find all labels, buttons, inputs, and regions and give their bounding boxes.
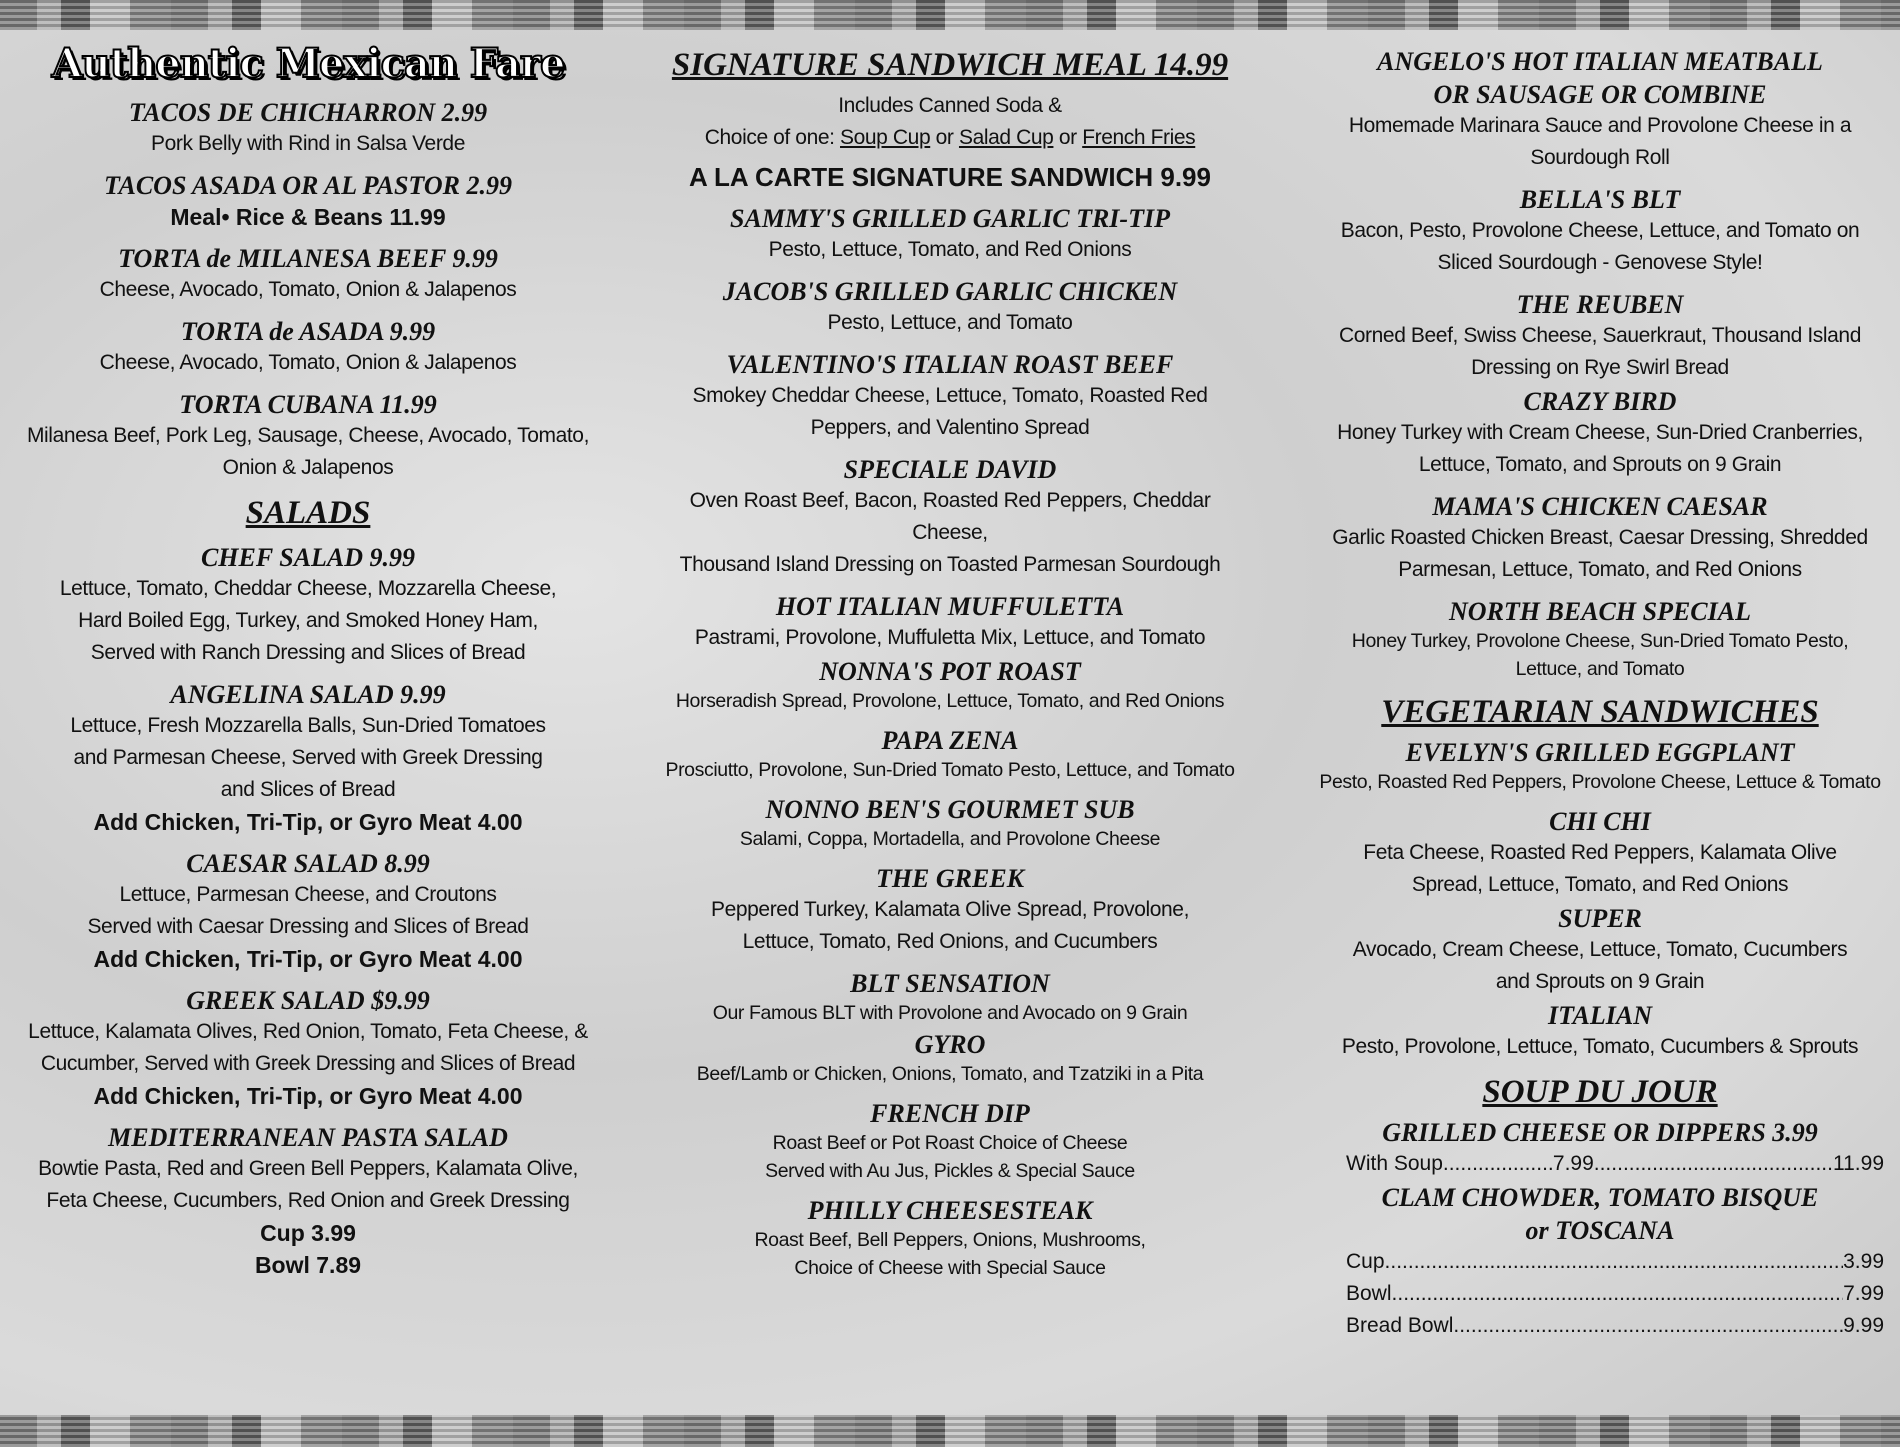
menu-item-description: Pesto, Provolone, Lettuce, Tomato, Cucumbers & Sprouts [1341,1035,1859,1058]
menu-item-description: Dressing on Rye Swirl Bread [1471,356,1729,379]
price-label: Cup [1346,1250,1385,1273]
menu-item-name: TACOS DE CHICHARRON 2.99 [128,98,488,127]
menu-item-price-note: Add Chicken, Tri-Tip, or Gyro Meat 4.00 [93,809,523,835]
menu-item-name: ANGELO'S HOT ITALIAN MEATBALL [1377,47,1823,76]
section-title: Authentic Mexican Fare [51,40,565,87]
menu-item-name: CAESAR SALAD 8.99 [186,849,430,878]
price-label: With Soup [1346,1152,1443,1175]
menu-item-price-note: Cup 3.99 [260,1220,356,1246]
menu-item-name: SUPER [1558,904,1642,933]
menu-item-name: GREEK SALAD $9.99 [186,986,430,1015]
menu-item-name: MEDITERRANEAN PASTA SALAD [108,1123,508,1152]
price-label: Bowl [1346,1282,1392,1305]
column-sandwiches-vegetarian-soup [1306,36,1894,1342]
section-heading: VEGETARIAN SANDWICHES [1381,694,1819,730]
menu-item-description: Salami, Coppa, Mortadella, and Provolone Cheese [739,828,1161,850]
column-mexican-and-salads [8,36,608,1281]
menu-item-name: NONNO BEN'S GOURMET SUB [765,795,1135,824]
menu-item-description: Feta Cheese, Cucumbers, Red Onion and Greek Dressing [46,1189,570,1212]
menu-item-description: Lettuce, Parmesan Cheese, and Croutons [119,883,497,906]
meal-choice-option: Salad Cup [958,126,1054,149]
dot-leader [1385,1246,1844,1278]
menu-item-name: BLT SENSATION [850,969,1050,998]
menu-item-description: Honey Turkey with Cream Cheese, Sun-Dried Cranberries, [1337,421,1863,444]
menu-item-description: Avocado, Cream Cheese, Lettuce, Tomato, Cucumbers [1352,938,1848,961]
menu-item-name: MAMA'S CHICKEN CAESAR [1432,492,1768,521]
menu-item-description: Sliced Sourdough - Genovese Style! [1437,251,1763,274]
menu-item-description: Cucumber, Served with Greek Dressing and Slices of Bread [40,1052,576,1075]
menu-item-description: Pork Belly with Rind in Salsa Verde [151,132,465,155]
dot-leader [1443,1148,1553,1180]
menu-item-name: GRILLED CHEESE OR DIPPERS 3.99 [1382,1118,1818,1147]
price-value: 3.99 [1843,1250,1884,1273]
menu-item-name: ANGELINA SALAD 9.99 [170,680,446,709]
menu-item-description: Prosciutto, Provolone, Sun-Dried Tomato Pesto, Lettuce, and Tomato [665,759,1235,781]
menu-item-name: JACOB'S GRILLED GARLIC CHICKEN [722,277,1178,306]
menu-item-description: Bacon, Pesto, Provolone Cheese, Lettuce, and Tomato on [1340,219,1860,242]
menu-item-description: Lettuce, and Tomato [1515,658,1685,680]
menu-item-name: GYRO [914,1030,986,1059]
menu-item-name: CHI CHI [1549,807,1651,836]
menu-item-description: Pesto, Lettuce, Tomato, and Red Onions [768,238,1132,261]
menu-item-name: TACOS ASADA OR AL PASTOR 2.99 [104,171,512,200]
price-value: 11.99 [1833,1152,1884,1175]
menu-item-name: TORTA CUBANA 11.99 [179,390,437,419]
menu-item-name: TORTA de ASADA 9.99 [180,317,436,346]
menu-item-name: CHEF SALAD 9.99 [200,543,416,572]
menu-item-description: Bowtie Pasta, Red and Green Bell Peppers, Kalamata Olive, [38,1157,578,1180]
price-line [1306,1278,1894,1310]
menu-item-name: EVELYN'S GRILLED EGGPLANT [1405,738,1795,767]
menu-item-description: Pesto, Roasted Red Peppers, Provolone Cheese, Lettuce & Tomato [1319,771,1881,793]
menu-item-name: THE GREEK [875,864,1025,893]
menu-item-name: OR SAUSAGE OR COMBINE [1433,80,1767,109]
menu-item-description: Served with Au Jus, Pickles & Special Sauce [765,1160,1135,1182]
menu-item-description: and Slices of Bread [220,778,396,801]
menu-item-description: Lettuce, Kalamata Olives, Red Onion, Tomato, Feta Cheese, & [28,1020,588,1043]
meal-choice-option: French Fries [1082,126,1196,149]
price-label: Bread Bowl [1346,1314,1454,1337]
menu-item-name: TORTA de MILANESA BEEF 9.99 [118,244,498,273]
dot-leader [1453,1310,1843,1342]
section-heading: SIGNATURE SANDWICH MEAL 14.99 [671,47,1229,83]
section-heading: SALADS [245,495,371,531]
menu-item-name: CRAZY BIRD [1523,387,1677,416]
menu-item-name: PHILLY CHEESESTEAK [807,1196,1093,1225]
menu-item-name: SAMMY'S GRILLED GARLIC TRI-TIP [730,204,1170,233]
menu-item-description: Pesto, Lettuce, and Tomato [827,311,1073,334]
menu-item-description: Cheese, Avocado, Tomato, Onion & Jalapenos [99,278,517,301]
menu-item-description: Milanesa Beef, Pork Leg, Sausage, Cheese, Avocado, Tomato, [26,424,590,447]
dot-leader [1392,1278,1844,1310]
menu-item-description: Horseradish Spread, Provolone, Lettuce, Tomato, and Red Onions [675,690,1225,712]
menu-item-name: or TOSCANA [1525,1216,1675,1245]
price-line [1306,1246,1894,1278]
menu-item-description: Smokey Cheddar Cheese, Lettuce, Tomato, Roasted Red [692,384,1208,407]
menu-item-description: Pastrami, Provolone, Muffuletta Mix, Lettuce, and Tomato [694,626,1206,649]
meal-choice-text: Choice of one: [704,126,841,149]
menu-item-description: Cheese, Avocado, Tomato, Onion & Jalapenos [99,351,517,374]
menu-item-name: PAPA ZENA [881,726,1019,755]
menu-item-description: Lettuce, Fresh Mozzarella Balls, Sun-Dried Tomatoes [70,714,546,737]
meal-choice-text: or [930,126,959,149]
menu-item-description: Lettuce, Tomato, and Sprouts on 9 Grain [1418,453,1782,476]
menu-item-description: Roast Beef, Bell Peppers, Onions, Mushrooms, [754,1229,1146,1251]
menu-subheading: A LA CARTE SIGNATURE SANDWICH 9.99 [689,162,1211,192]
price-line [1306,1310,1894,1342]
meal-choice-line [650,122,1250,154]
menu-item-description: Spread, Lettuce, Tomato, and Red Onions [1411,873,1789,896]
menu-item-description: Roast Beef or Pot Roast Choice of Cheese [772,1132,1128,1154]
price-value: 7.99 [1843,1282,1884,1305]
column-signature-sandwiches [650,36,1250,1282]
menu-item-name: SPECIALE DAVID [843,455,1057,484]
menu-item-description: Our Famous BLT with Provolone and Avocado on 9 Grain [712,1002,1188,1024]
menu-item-description: Honey Turkey, Provolone Cheese, Sun-Dried Tomato Pesto, [1351,630,1849,652]
menu-item-description: Peppers, and Valentino Spread [810,416,1090,439]
menu-item-name: NONNA'S POT ROAST [819,657,1081,686]
menu-item-description: Includes Canned Soda & [838,94,1062,117]
price-line [1306,1148,1894,1180]
menu-item-price-note: Add Chicken, Tri-Tip, or Gyro Meat 4.00 [93,1083,523,1109]
meal-choice-text: or [1053,126,1083,149]
price-value: 9.99 [1843,1314,1884,1337]
decorative-top-border [0,0,1900,30]
menu-item-description: Sourdough Roll [1530,146,1670,169]
menu-item-description: Onion & Jalapenos [222,456,394,479]
menu-item-description: Beef/Lamb or Chicken, Onions, Tomato, and Tzatziki in a Pita [696,1063,1204,1085]
menu-item-description: Thousand Island Dressing on Toasted Parmesan Sourdough [679,553,1221,576]
menu-item-name: HOT ITALIAN MUFFULETTA [775,592,1125,621]
menu-item-description: Peppered Turkey, Kalamata Olive Spread, Provolone, [710,898,1190,921]
menu-item-description: Homemade Marinara Sauce and Provolone Cheese in a [1348,114,1852,137]
menu-item-description: Lettuce, Tomato, Cheddar Cheese, Mozzarella Cheese, [59,577,557,600]
decorative-bottom-border [0,1415,1900,1447]
section-heading: SOUP DU JOUR [1482,1074,1718,1110]
menu-item-description: Feta Cheese, Roasted Red Peppers, Kalamata Olive [1363,841,1837,864]
menu-item-description: Hard Boiled Egg, Turkey, and Smoked Honey Ham, [78,609,538,632]
menu-item-name: CLAM CHOWDER, TOMATO BISQUE [1381,1183,1819,1212]
menu-item-description: and Sprouts on 9 Grain [1495,970,1705,993]
menu-item-price-note: Add Chicken, Tri-Tip, or Gyro Meat 4.00 [93,946,523,972]
menu-item-description: Garlic Roasted Chicken Breast, Caesar Dressing, Shredded [1332,526,1868,549]
menu-item-price-note: Meal• Rice & Beans 11.99 [170,204,446,230]
menu-item-description: Served with Caesar Dressing and Slices of Bread [87,915,529,938]
menu-item-description: Served with Ranch Dressing and Slices of Bread [90,641,526,664]
menu-item-name: VALENTINO'S ITALIAN ROAST BEEF [726,350,1174,379]
dot-leader [1594,1148,1833,1180]
menu-item-name: BELLA'S BLT [1519,185,1681,214]
menu-item-name: FRENCH DIP [870,1099,1030,1128]
price-value: 7.99 [1552,1152,1594,1175]
menu-item-description: and Parmesan Cheese, Served with Greek Dressing [73,746,543,769]
menu-item-name: THE REUBEN [1516,290,1684,319]
menu-item-name: ITALIAN [1547,1001,1653,1030]
menu-item-description: Oven Roast Beef, Bacon, Roasted Red Peppers, Cheddar Cheese, [689,489,1211,544]
menu-item-name: NORTH BEACH SPECIAL [1449,597,1751,626]
menu-item-description: Parmesan, Lettuce, Tomato, and Red Onions [1398,558,1802,581]
menu-item-description: Lettuce, Tomato, Red Onions, and Cucumbers [742,930,1158,953]
menu-item-description: Corned Beef, Swiss Cheese, Sauerkraut, Thousand Island [1339,324,1861,347]
meal-choice-option: Soup Cup [840,126,931,149]
menu-item-description: Choice of Cheese with Special Sauce [794,1257,1106,1279]
menu-item-price-note: Bowl 7.89 [254,1252,362,1278]
